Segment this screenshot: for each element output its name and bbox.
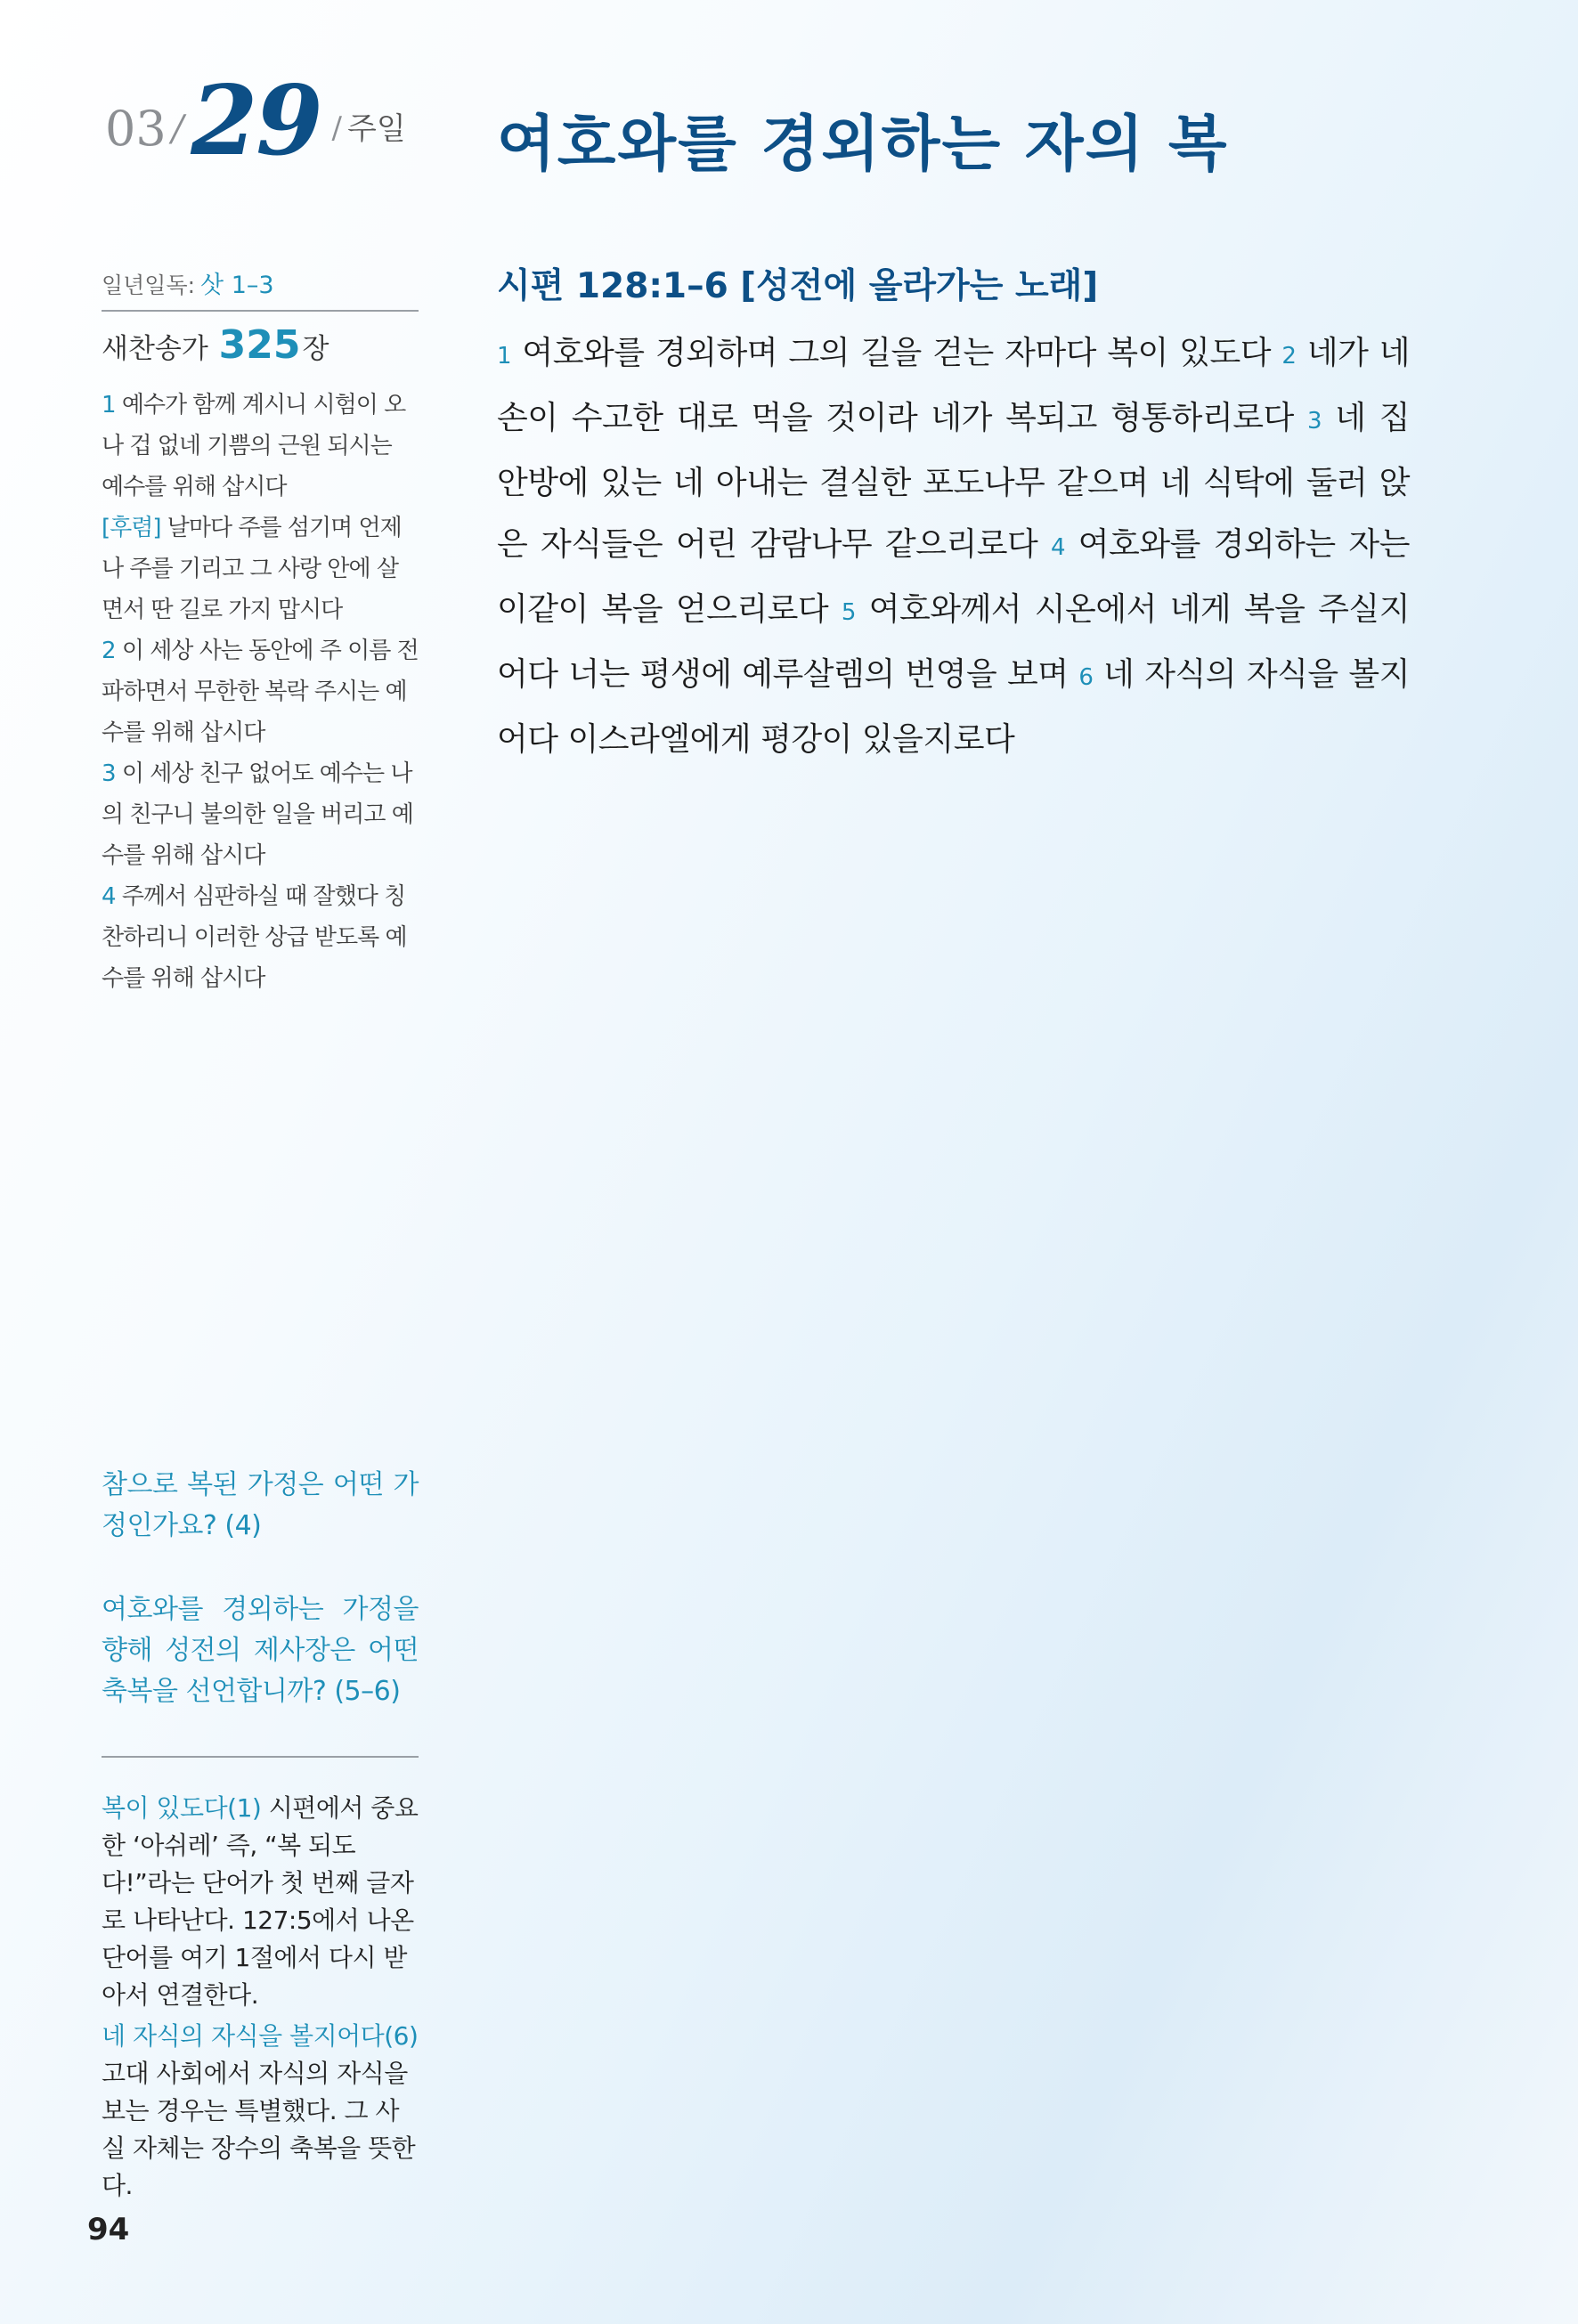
question: 여호와를 경외하는 가정을 향해 성전의 제사장은 어떤 축복을 선언합니까? (5–6): [102, 1594, 419, 1707]
stanza-number: [후렴]: [102, 515, 161, 541]
page-number: 94: [87, 2212, 130, 2247]
verse-text: 여호와를 경외하며 그의 길을 걷는 자마다 복이 있도다: [522, 335, 1272, 371]
divider: [102, 1756, 419, 1758]
note: [102, 1790, 419, 2014]
passage-heading: 시편 128:1–6 [성전에 올라가는 노래]: [497, 266, 1099, 306]
hymn-prefix: 새찬송가: [102, 333, 208, 365]
stanza-text: 이 세상 친구 없어도 예수는 나의 친구니 불의한 일을 버리고 예수를 위해 삽시다: [102, 760, 413, 869]
daily-reading: [102, 265, 419, 300]
stanza-number: 3: [102, 760, 116, 787]
verse-number: 6: [1078, 664, 1094, 691]
verse-text: 네 자식의 자식을 볼지어다 이스라엘에게 평강이 있을지로다: [497, 656, 1410, 758]
hymn-suffix: 장: [302, 333, 329, 365]
verse-text: 네 집 안방에 있는 네 아내는 결실한 포도나무 같으며 네 식탁에 둘러 앉은 자식들은 어린 감람나무 같으리로다: [497, 400, 1410, 563]
verse-number: 3: [1306, 408, 1322, 435]
note-term: 네 자식의 자식을 볼지어다(6): [102, 2021, 419, 2051]
hymn-number: 325: [218, 322, 301, 368]
note-text: 시편에서 중요한 ‘아쉬레’ 즉, “복 되도다!”라는 단어가 첫 번째 글자로 나타난다. 127:5에서 나온 단어를 여기 1절에서 다시 받아서 연결한다.: [102, 1793, 419, 2010]
hymn-stanza: [102, 508, 419, 630]
study-notes: [102, 1790, 419, 2208]
hymn-heading: [102, 322, 419, 368]
stanza-number: 4: [102, 883, 116, 910]
stanza-text: 예수가 함께 계시니 시험이 오나 겁 없네 기쁨의 근원 되시는 예수를 위해 삽시다: [102, 392, 406, 500]
note-text: 고대 사회에서 자식의 자식을 보는 경우는 특별했다. 그 사실 자체는 장수의 축복을 뜻한다.: [102, 2059, 416, 2200]
passage-text: [497, 322, 1410, 770]
verse-number: 5: [841, 599, 856, 626]
verse-text: 여호와를 경외하는 자는 이같이 복을 얻으리로다: [497, 526, 1410, 628]
date-separator: /: [331, 110, 342, 146]
hymn-stanza: [102, 385, 419, 508]
hymn-stanza: [102, 876, 419, 999]
page-title: 여호와를 경외하는 자의 복: [497, 109, 1229, 180]
date-weekday: 주일: [346, 111, 406, 147]
verse-number: 4: [1051, 534, 1066, 561]
note: [102, 2018, 419, 2205]
verse-text: 여호와께서 시온에서 네게 복을 주실지어다 너는 평생에 예루살렘의 번영을 보며: [497, 591, 1410, 693]
date-month: 03: [105, 101, 167, 157]
daily-reading-label: 일년일독:: [102, 272, 196, 298]
question: 참으로 복된 가정은 어떤 가정인가요? (4): [102, 1469, 419, 1541]
stanza-number: 2: [102, 638, 116, 664]
verse-number: 1: [497, 343, 512, 370]
stanza-number: 1: [102, 392, 116, 418]
date-day: 29: [191, 65, 321, 177]
hymn-stanza: [102, 753, 419, 876]
stanza-text: 이 세상 사는 동안에 주 이름 전파하면서 무한한 복락 주시는 예수를 위해 삽시다: [102, 638, 419, 746]
date-block: [105, 65, 406, 177]
hymn-lyrics: [102, 385, 419, 999]
verse-text: 네가 네 손이 수고한 대로 먹을 것이라 네가 복되고 형통하리로다: [497, 335, 1411, 436]
date-separator: /: [171, 109, 184, 150]
note-term: 복이 있도다(1): [102, 1793, 262, 1823]
stanza-text: 주께서 심판하실 때 잘했다 칭찬하리니 이러한 상급 받도록 예수를 위해 삽시다: [102, 883, 407, 992]
daily-reading-ref: 삿 1–3: [200, 272, 274, 299]
verse-number: 2: [1281, 343, 1297, 370]
divider: [102, 310, 419, 312]
stanza-text: 날마다 주를 섬기며 언제나 주를 기리고 그 사랑 안에 살면서 딴 길로 가지 맙시다: [102, 515, 402, 623]
hymn-stanza: [102, 630, 419, 753]
